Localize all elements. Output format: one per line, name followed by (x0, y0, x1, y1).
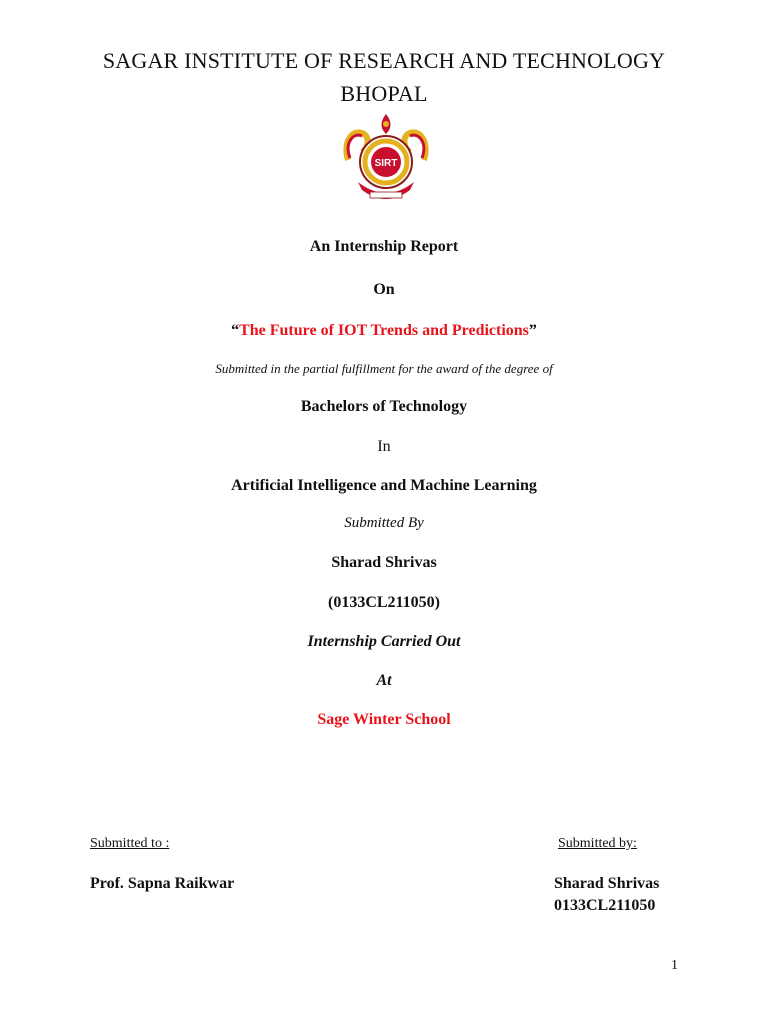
degree-name: Bachelors of Technology (300, 398, 468, 415)
organization-name: Sage Winter School (317, 711, 451, 728)
report-on: On (373, 281, 395, 298)
at-label: At (376, 672, 392, 689)
open-quote: “ (231, 322, 240, 339)
branch-name: Artificial Intelligence and Machine Learning (231, 477, 537, 494)
submitted-by-label: Submitted by: (558, 836, 637, 851)
sirt-logo-icon (340, 112, 432, 204)
carried-out-label: Internship Carried Out (307, 633, 461, 650)
institute-city: BHOPAL (340, 81, 428, 106)
report-title: The Future of IOT Trends and Predictions (239, 322, 529, 339)
close-quote: ” (528, 322, 537, 339)
submitted-by-name: Sharad Shrivas (554, 875, 660, 892)
enrollment-number: (0133CL211050) (328, 594, 440, 611)
page-number: 1 (671, 958, 678, 973)
submitted-to-label: Submitted to : (90, 836, 170, 851)
submitted-by-id: 0133CL211050 (554, 897, 656, 914)
submitted-by-heading: Submitted By (344, 515, 424, 531)
report-type: An Internship Report (309, 238, 459, 255)
in-label: In (377, 438, 391, 455)
logo-initials: SIRT (374, 158, 398, 169)
report-title-line (0, 322, 768, 340)
institute-name: SAGAR INSTITUTE OF RESEARCH AND TECHNOLOGY (102, 48, 666, 73)
submitted-to-name: Prof. Sapna Raikwar (90, 875, 235, 892)
student-name: Sharad Shrivas (331, 554, 437, 571)
fulfillment-text: Submitted in the partial fulfillment for the award of the degree of (215, 361, 553, 376)
